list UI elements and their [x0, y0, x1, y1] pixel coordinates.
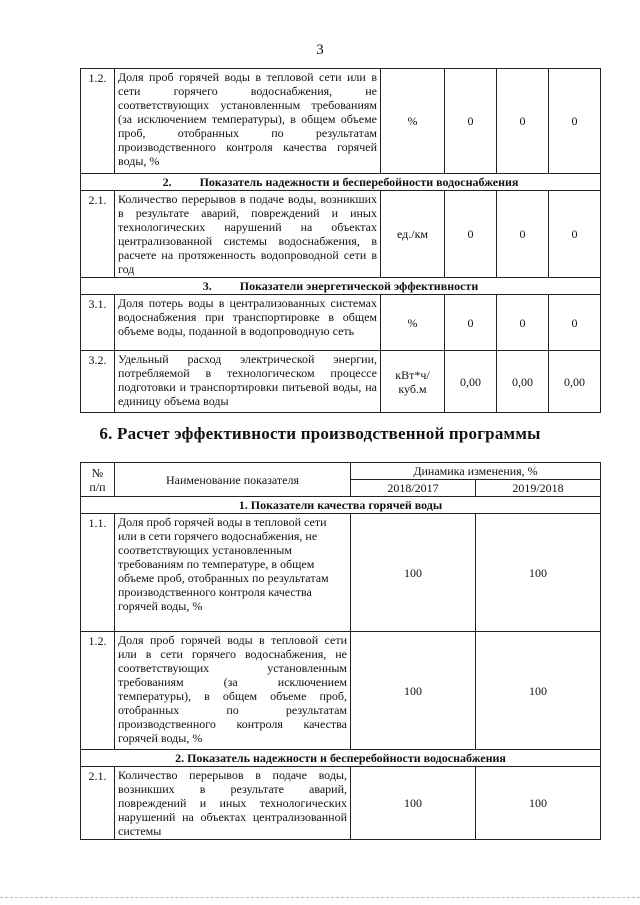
row-number: 2.1. [81, 767, 115, 840]
value-cell: 100 [351, 514, 476, 632]
section-title: 2. Показатель надежности и бесперебойности водоснабжения [81, 750, 601, 767]
header-name: Наименование показателя [115, 463, 351, 497]
value-cell: 0 [549, 69, 601, 174]
table-row [81, 295, 601, 351]
row-number: 3.1. [81, 295, 115, 351]
section-row [81, 497, 601, 514]
section-number: 3. [202, 279, 212, 293]
section-title: 1. Показатели качества горячей воды [81, 497, 601, 514]
indicator-name: Доля проб горячей воды в тепловой сети или в сети горячего водоснабжения, не соответствующих установленным требованиям (за исключением температуры), в общем объеме проб, отобранных по результатам производственного контроля качества горячей воды, % [115, 69, 381, 174]
value-cell: 100 [351, 767, 476, 840]
value-cell: 100 [351, 632, 476, 750]
indicators-table [80, 68, 601, 413]
table-row [81, 351, 601, 413]
row-number: 1.1. [81, 514, 115, 632]
scan-edge-line [0, 897, 640, 899]
value-cell: 100 [476, 514, 601, 632]
table-row [81, 632, 601, 750]
unit-cell: ед./км [381, 191, 445, 278]
table-row [81, 514, 601, 632]
indicator-name: Удельный расход электрической энергии, потребляемой в технологическом процессе подготовки и транспортировки питьевой воды, на единицу объема воды [115, 351, 381, 413]
section-number: 2. [162, 175, 172, 189]
value-cell: 0 [497, 295, 549, 351]
indicator-name: Доля проб горячей воды в тепловой сети или в сети горячего водоснабжения, не соответствующих установленным требованиям по температуре, в общем объеме проб, отобранных по результатам производственного контроля качества горячей воды, % [115, 514, 351, 632]
indicator-name: Доля проб горячей воды в тепловой сети или в сети горячего водоснабжения, не соответствующих установленным требованиям (за исключением температуры), в общем объеме проб, отобранных по результатам производственного контроля качества горячей воды, % [115, 632, 351, 750]
value-cell: 0 [497, 191, 549, 278]
header-year-1: 2018/2017 [351, 480, 476, 497]
row-number: 3.2. [81, 351, 115, 413]
table-row [81, 191, 601, 278]
value-cell: 0 [445, 295, 497, 351]
table-row [81, 767, 601, 840]
indicator-name: Доля потерь воды в централизованных системах водоснабжения при транспортировке в общем объеме воды, поданной в водопроводную сеть [115, 295, 381, 351]
value-cell: 0,00 [445, 351, 497, 413]
section-row [81, 750, 601, 767]
value-cell: 100 [476, 632, 601, 750]
value-cell: 0 [497, 69, 549, 174]
value-cell: 0 [445, 69, 497, 174]
section-title: Показатели энергетической эффективности [239, 279, 479, 293]
efficiency-table [80, 462, 601, 840]
page-number: 3 [316, 42, 324, 58]
unit-cell: кВт*ч/ куб.м [381, 351, 445, 413]
indicator-name: Количество перерывов в подаче воды, возникших в результате аварий, повреждений и иных технологических нарушений на объектах централизованной системы [115, 767, 351, 840]
section-row [81, 174, 601, 191]
section-row [81, 278, 601, 295]
value-cell: 0 [549, 295, 601, 351]
row-number: 2.1. [81, 191, 115, 278]
header-dynamics: Динамика изменения, % [351, 463, 601, 480]
table-row [81, 69, 601, 174]
section-heading: 6. Расчет эффективности производственной программы [99, 424, 541, 443]
value-cell: 0 [549, 191, 601, 278]
value-cell: 0,00 [497, 351, 549, 413]
header-number: № п/п [81, 463, 115, 497]
value-cell: 100 [476, 767, 601, 840]
unit-cell: % [381, 295, 445, 351]
header-row [81, 463, 601, 480]
value-cell: 0,00 [549, 351, 601, 413]
indicator-name: Количество перерывов в подаче воды, возникших в результате аварий, повреждений и иных технологических нарушений на объектах централизованной системы водоснабжения, в расчете на протяженность водопроводной сети в год [115, 191, 381, 278]
header-year-2: 2019/2018 [476, 480, 601, 497]
unit-cell: % [381, 69, 445, 174]
value-cell: 0 [445, 191, 497, 278]
section-title: Показатель надежности и бесперебойности водоснабжения [199, 175, 519, 189]
row-number: 1.2. [81, 69, 115, 174]
row-number: 1.2. [81, 632, 115, 750]
